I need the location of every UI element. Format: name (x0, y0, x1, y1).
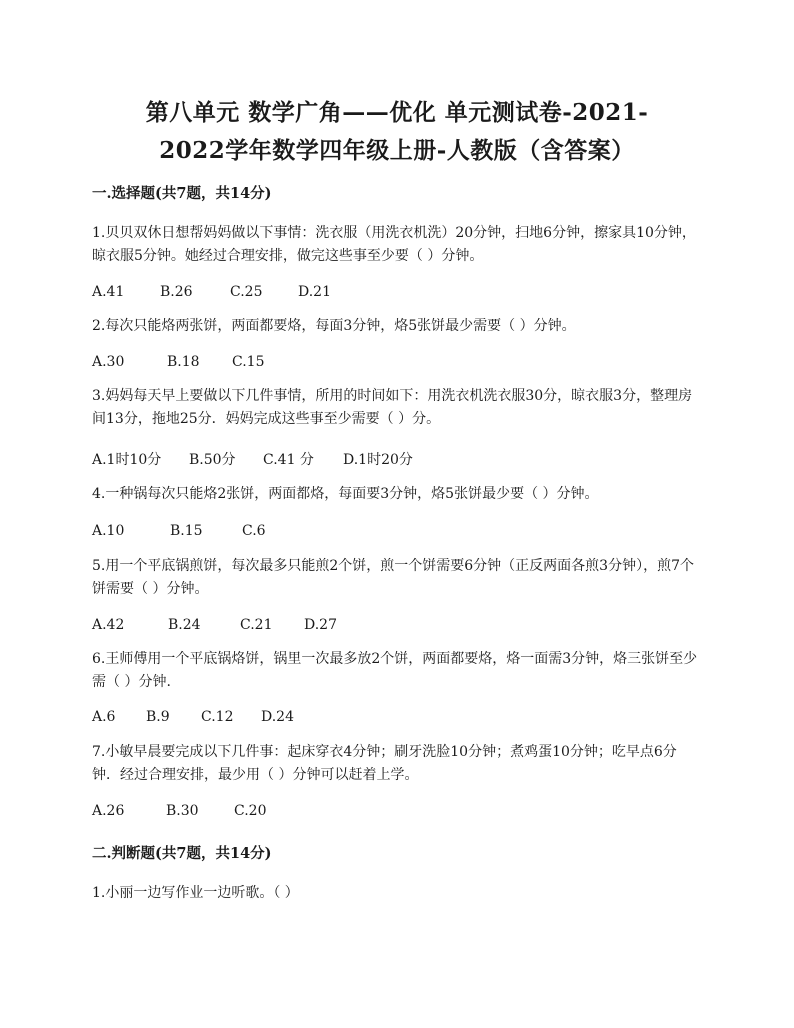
question-6: 6.王师傅用一个平底锅烙饼，锅里一次最多放2个饼，两面都要烙，烙一面需3分钟，烙三张饼至少需（ ）分钟. (92, 651, 698, 690)
question-4-options (92, 523, 266, 539)
question-7: 7.小敏早晨要完成以下几件事：起床穿衣4分钟；刷牙洗脸10分钟；煮鸡蛋10分钟；吃早点6分钟．经过合理安排，最少用（ ）分钟可以赶着上学。 (92, 744, 677, 783)
option-c: C.15 (232, 354, 265, 370)
question-2-options (92, 354, 264, 370)
option-b: B.50分 (189, 452, 236, 468)
option-a: A.1时10分 (92, 452, 162, 468)
section-heading-judge: 二.判断题(共7题，共14分) (92, 845, 272, 862)
option-a: A.30 (92, 354, 125, 370)
option-a: A.42 (92, 617, 125, 633)
question-3-options (92, 449, 413, 469)
question-3: 3.妈妈每天早上要做以下几件事情，所用的时间如下：用洗衣机洗衣服30分，晾衣服3分，整理房间13分，拖地25分．妈妈完成这些事至少需要（ ）分。 (92, 388, 693, 427)
option-c: C.25 (230, 284, 263, 300)
page-title-line-2: 2022学年数学四年级上册-人教版（含答案） (159, 137, 635, 164)
option-d: D.27 (304, 617, 337, 633)
question-4: 4.一种锅每次只能烙2张饼，两面都烙，每面要3分钟，烙5张饼最少要（ ）分钟。 (92, 486, 599, 502)
option-c: C.41 分 (263, 452, 314, 468)
option-a: A.10 (92, 523, 125, 539)
option-d: D.1时20分 (343, 452, 413, 468)
option-c: C.12 (201, 709, 234, 725)
option-b: B.26 (160, 284, 193, 300)
question-1: 1.贝贝双休日想帮妈妈做以下事情：洗衣服（用洗衣机洗）20分钟，扫地6分钟，擦家具10分钟，晾衣服5分钟。她经过合理安排，做完这些事至少要（ ）分钟。 (92, 225, 696, 264)
option-d: D.21 (298, 284, 331, 300)
option-b: B.30 (166, 803, 199, 819)
question-5-options (92, 617, 337, 633)
page-title-line-1: 第八单元 数学广角——优化 单元测试卷-2021- (145, 99, 649, 126)
section-heading-choice: 一.选择题(共7题，共14分) (92, 185, 272, 202)
option-a: A.26 (92, 803, 125, 819)
option-c: C.21 (240, 617, 273, 633)
question-7-options (92, 803, 266, 819)
question-1-options (92, 284, 331, 300)
option-d: D.24 (261, 709, 294, 725)
option-a: A.41 (92, 284, 125, 300)
question-2: 2.每次只能烙两张饼，两面都要烙，每面3分钟，烙5张饼最少需要（ ）分钟。 (92, 318, 576, 334)
option-c: C.6 (242, 523, 266, 539)
option-b: B.24 (168, 617, 201, 633)
option-a: A.6 (92, 709, 116, 725)
option-c: C.20 (234, 803, 267, 819)
option-b: B.9 (146, 709, 170, 725)
option-b: B.18 (167, 354, 200, 370)
judge-question-1: 1.小丽一边写作业一边听歌。（ ） (92, 885, 299, 901)
question-5: 5.用一个平底锅煎饼，每次最多只能煎2个饼，煎一个饼需要6分钟（正反两面各煎3分钟），煎7个饼需要（ ）分钟。 (92, 558, 694, 597)
option-b: B.15 (170, 523, 203, 539)
question-6-options (92, 709, 294, 725)
